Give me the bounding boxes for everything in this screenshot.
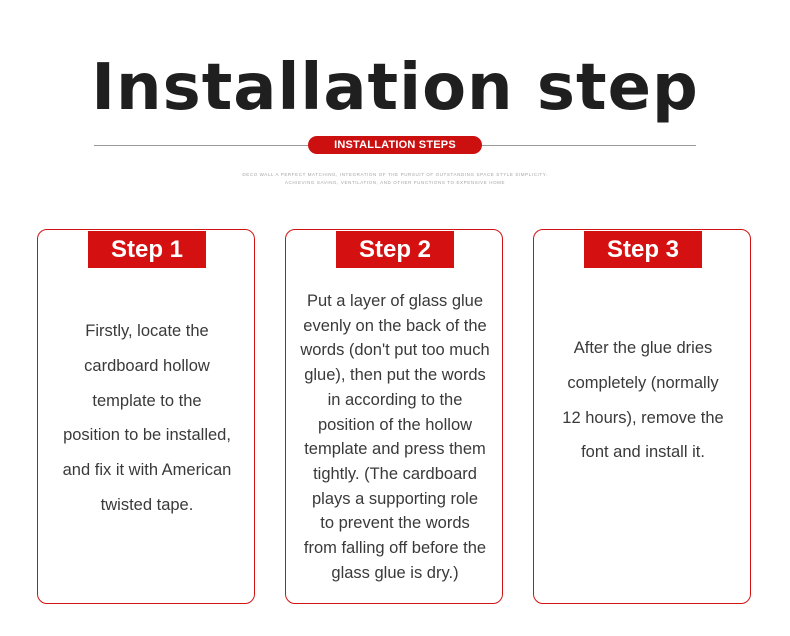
step-3-description: After the glue dries completely (normally 12 hours), remove the font and install it.	[562, 339, 724, 462]
step-card-2	[285, 229, 503, 604]
step-card-1	[37, 229, 255, 604]
page-title: Installation step	[91, 51, 699, 125]
step-2-label: Step 2	[336, 231, 454, 268]
step-1-description: Firstly, locate the cardboard hollow template to the position to be installed, and fix it with American twisted tape.	[62, 322, 232, 514]
step-card-3	[533, 229, 751, 604]
section-subtitle-badge: INSTALLATION STEPS	[308, 136, 482, 154]
step-2-description: Put a layer of glass glue evenly on the back of the words (don't put too much glue), then put the words in according to the position of the hollow template and press them tightly. (The cardboard plays a supporting role to prevent the words from falling off before the glass glue is dry.)	[300, 292, 490, 582]
step-3-label: Step 3	[584, 231, 702, 268]
step-1-label: Step 1	[88, 231, 206, 268]
header-fine-print: DECO WALL A PERFECT MATCHING, INTEGRATION OF THE PURSUIT OF OUTSTANDING SPACE STYLE SIMPLICITY. ACHIEVING SAVING, VENTILATION, AND OTHER FUNCTIONS TO EXPENSIVE HOME	[242, 172, 548, 185]
